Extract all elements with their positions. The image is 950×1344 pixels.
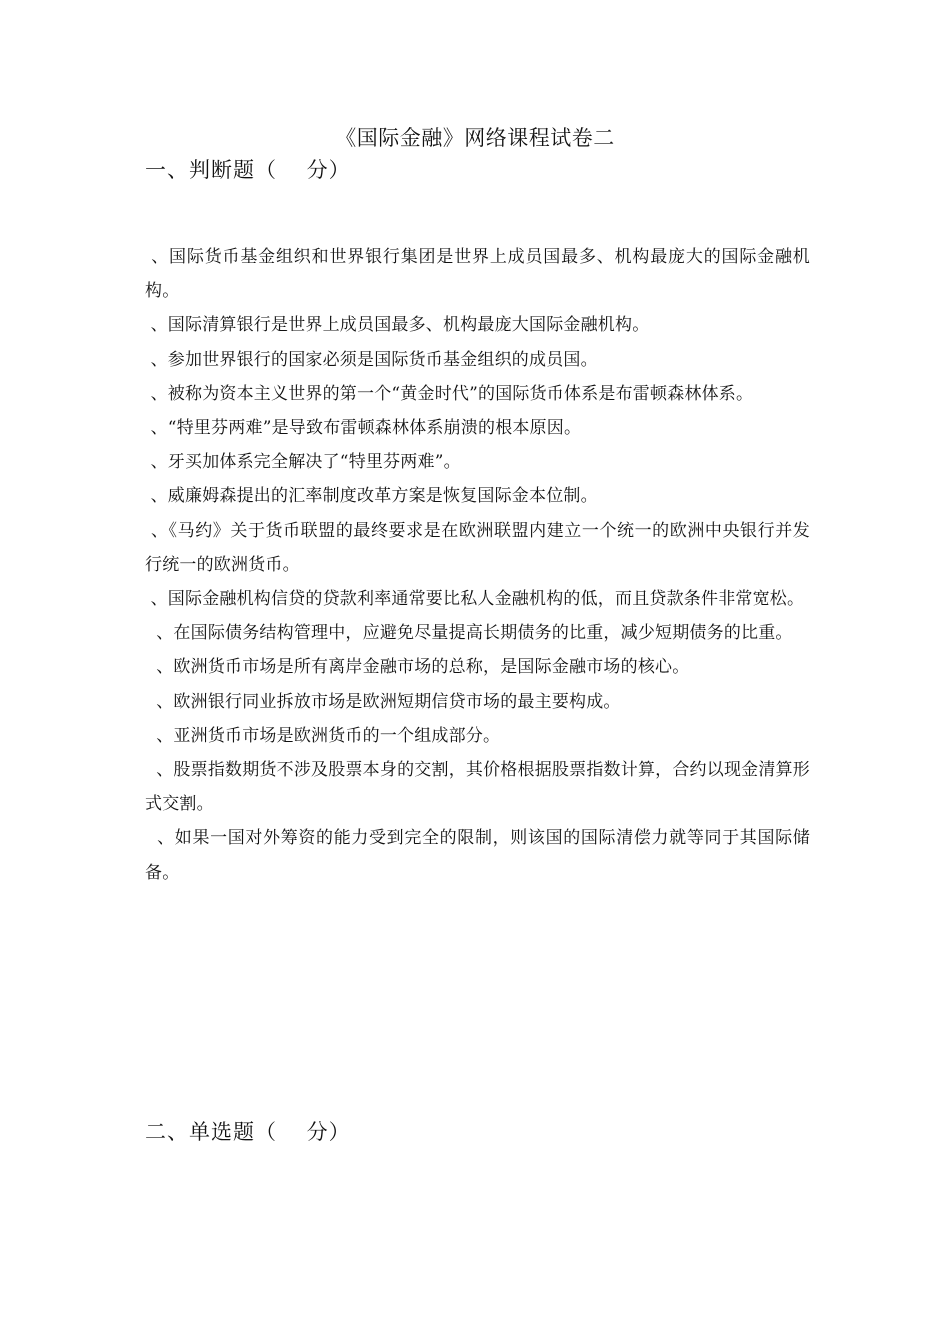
question-item: 、威廉姆森提出的汇率制度改革方案是恢复国际金本位制。 bbox=[145, 486, 598, 507]
question-item: 、国际清算银行是世界上成员国最多、机构最庞大国际金融机构。 bbox=[145, 315, 650, 336]
page-title: 《国际金融》网络课程试卷二 bbox=[335, 126, 615, 150]
question-list bbox=[145, 240, 810, 890]
question-item: 、在国际债务结构管理中，应避免尽量提高长期债务的比重，减少短期债务的比重。 bbox=[145, 623, 793, 644]
question-item: 、“特里芬两难”是导致布雷顿森林体系崩溃的根本原因。 bbox=[145, 418, 582, 439]
question-item: 、《马约》关于货币联盟的最终要求是在欧洲联盟内建立一个统一的欧洲中央银行并发行统一的欧洲货币。 bbox=[145, 520, 810, 575]
question-item: 、国际货币基金组织和世界银行集团是世界上成员国最多、机构最庞大的国际金融机构。 bbox=[145, 247, 810, 302]
section-heading-single-choice: 二、单选题（ 分） bbox=[145, 1120, 351, 1144]
question-item: 、参加世界银行的国家必须是国际货币基金组织的成员国。 bbox=[145, 349, 598, 370]
question-item: 、欧洲货币市场是所有离岸金融市场的总称，是国际金融市场的核心。 bbox=[145, 657, 690, 678]
section-heading-true-false: 一、判断题（ 分） bbox=[145, 158, 351, 182]
question-item: 、国际金融机构信贷的贷款利率通常要比私人金融机构的低，而且贷款条件非常宽松。 bbox=[145, 589, 805, 610]
question-item: 、被称为资本主义世界的第一个“黄金时代”的国际货币体系是布雷顿森林体系。 bbox=[145, 383, 754, 404]
question-item: 、牙买加体系完全解决了“特里芬两难”。 bbox=[145, 452, 461, 473]
question-item: 、亚洲货币市场是欧洲货币的一个组成部分。 bbox=[145, 725, 501, 746]
question-item: 、股票指数期货不涉及股票本身的交割，其价格根据股票指数计算，合约以现金清算形式交割。 bbox=[145, 760, 810, 815]
question-item: 、如果一国对外筹资的能力受到完全的限制，则该国的国际清偿力就等同于其国际储备。 bbox=[145, 828, 810, 883]
question-item: 、欧洲银行同业拆放市场是欧洲短期信贷市场的最主要构成。 bbox=[145, 691, 621, 712]
